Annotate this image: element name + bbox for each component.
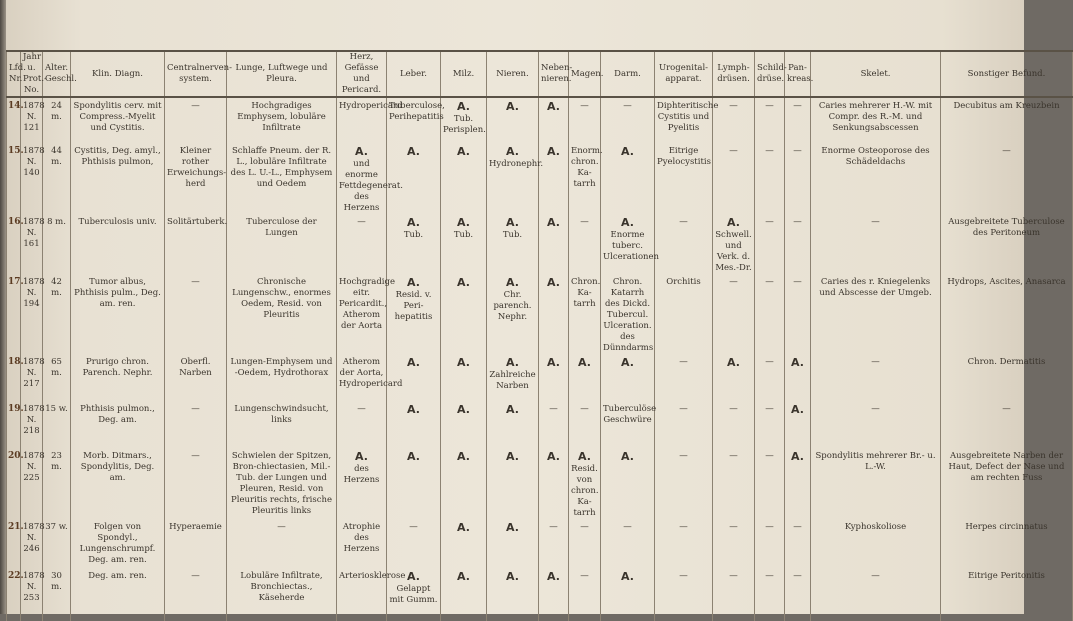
cell-lymph: — xyxy=(713,448,755,519)
cell-sonstiger: Herpes circinnatus xyxy=(941,519,1073,568)
cell-diagn: Tuberculosis univ. xyxy=(71,214,165,274)
cell-diagn: Spondylitis cerv. mit Compress.-Myelit und Cystitis. xyxy=(71,97,165,143)
cell-herz: — xyxy=(337,214,387,274)
cell-darm: A. xyxy=(601,448,655,519)
cell-schild: — xyxy=(755,354,785,401)
cell-magen: A. Resid. von chron. Ka-tarrh xyxy=(569,448,601,519)
cell-leber: A. xyxy=(387,143,441,214)
cell-sonstiger: — xyxy=(941,143,1073,214)
table-row xyxy=(7,214,1073,274)
cell-urogenital: Orchitis xyxy=(655,274,713,354)
cell-lunge: Hochgradiges Emphysem, lobuläre Infiltrate xyxy=(227,97,337,143)
col-header-jahr-prot-no: Jahr u. Prot.-No. xyxy=(21,51,43,97)
cell-urogenital: — xyxy=(655,519,713,568)
cell-skelet: Enorme Osteoporose des Schädeldachs xyxy=(811,143,941,214)
cell-nebennieren: A. xyxy=(539,97,569,143)
cell-schild: — xyxy=(755,274,785,354)
cell-nebennieren: A. xyxy=(539,354,569,401)
cell-diagn: Folgen von Spondyl., Lungenschrumpf. Deg. am. ren. xyxy=(71,519,165,568)
cell-urogenital: Diphteritische Cystitis und Pyelitis xyxy=(655,97,713,143)
cell-urogenital: — xyxy=(655,401,713,448)
cell-alter: 23 m. xyxy=(43,448,71,519)
cell-skelet: Spondylitis mehrerer Br.- u. L.-W. xyxy=(811,448,941,519)
cell-leber: A. xyxy=(387,448,441,519)
cell-prot: 1878 N. 121 xyxy=(21,97,43,143)
col-header-lfd-nr: Lfd. Nr. xyxy=(7,51,21,97)
cell-magen: — xyxy=(569,519,601,568)
row-number: 22. xyxy=(7,568,21,621)
autopsy-findings-table xyxy=(6,50,1073,621)
col-header-nebennieren: Neben-nieren. xyxy=(539,51,569,97)
cell-diagn: Tumor albus, Phthisis pulm., Deg. am. ren. xyxy=(71,274,165,354)
cell-lunge: Tuberculose der Lungen xyxy=(227,214,337,274)
cell-milz: A. xyxy=(441,519,487,568)
cell-lunge: Lobuläre Infiltrate, Bronchiectas., Käseherde xyxy=(227,568,337,621)
cell-lunge: — xyxy=(227,519,337,568)
col-header-pankreas: Pan-kreas. xyxy=(785,51,811,97)
cell-leber: A. Resid. v. Peri-hepatitis xyxy=(387,274,441,354)
cell-nieren: A. xyxy=(487,568,539,621)
table-row xyxy=(7,401,1073,448)
cell-darm: A. xyxy=(601,143,655,214)
row-number: 20. xyxy=(7,448,21,519)
cell-lunge: Schwielen der Spitzen, Bron-chiectasien, Mil.-Tub. der Lungen und Pleuren, Resid. von Pleuritis rechts, frische Pleuritis links xyxy=(227,448,337,519)
cell-diagn: Deg. am. ren. xyxy=(71,568,165,621)
cell-magen: Enorm. chron. Ka-tarrh xyxy=(569,143,601,214)
cell-milz: A. xyxy=(441,448,487,519)
cell-skelet: Caries des r. Kniegelenks und Abscesse der Umgeb. xyxy=(811,274,941,354)
cell-skelet: — xyxy=(811,568,941,621)
cell-cns: Solitärtuberk. xyxy=(165,214,227,274)
cell-milz: A. xyxy=(441,568,487,621)
cell-schild: — xyxy=(755,143,785,214)
cell-herz: A. und enorme Fettdegenerat. des Herzens xyxy=(337,143,387,214)
cell-darm: A. Enorme tuberc. Ulcerationen xyxy=(601,214,655,274)
cell-nebennieren: — xyxy=(539,519,569,568)
cell-prot: 1878 N. 225 xyxy=(21,448,43,519)
cell-darm: — xyxy=(601,519,655,568)
cell-magen: Chron. Ka-tarrh xyxy=(569,274,601,354)
cell-nebennieren: A. xyxy=(539,448,569,519)
cell-lymph: A. Schwell. und Verk. d. Mes.-Dr. xyxy=(713,214,755,274)
col-header-magen: Magen. xyxy=(569,51,601,97)
cell-skelet: — xyxy=(811,401,941,448)
table-row xyxy=(7,97,1073,143)
row-number: 18. xyxy=(7,354,21,401)
col-header-lymphdruesen: Lymph-drüsen. xyxy=(713,51,755,97)
cell-lymph: — xyxy=(713,519,755,568)
cell-darm: A. xyxy=(601,354,655,401)
table-row xyxy=(7,274,1073,354)
cell-pankreas: — xyxy=(785,143,811,214)
cell-cns: — xyxy=(165,568,227,621)
cell-nebennieren: A. xyxy=(539,274,569,354)
cell-diagn: Phthisis pulmon., Deg. am. xyxy=(71,401,165,448)
cell-urogenital: — xyxy=(655,448,713,519)
cell-prot: 1878 N. 246 xyxy=(21,519,43,568)
cell-skelet: — xyxy=(811,354,941,401)
cell-herz: Arteriosklerose xyxy=(337,568,387,621)
cell-sonstiger: Ausgebreitete Tuberculose des Peritoneum xyxy=(941,214,1073,274)
col-header-alter-geschl: Alter. Geschl. xyxy=(43,51,71,97)
cell-milz: A. xyxy=(441,143,487,214)
cell-alter: 30 m. xyxy=(43,568,71,621)
cell-schild: — xyxy=(755,97,785,143)
cell-lymph: — xyxy=(713,568,755,621)
row-number: 14. xyxy=(7,97,21,143)
cell-diagn: Prurigo chron. Parench. Nephr. xyxy=(71,354,165,401)
cell-lymph: — xyxy=(713,274,755,354)
cell-lymph: — xyxy=(713,143,755,214)
cell-cns: Hyperaemie xyxy=(165,519,227,568)
cell-leber: A. xyxy=(387,354,441,401)
col-header-lunge: Lunge, Luftwege und Pleura. xyxy=(227,51,337,97)
cell-magen: — xyxy=(569,97,601,143)
cell-nieren: A. xyxy=(487,401,539,448)
cell-nieren: A. Tub. xyxy=(487,214,539,274)
cell-darm: — xyxy=(601,97,655,143)
cell-leber: A. xyxy=(387,401,441,448)
table-row xyxy=(7,354,1073,401)
cell-pankreas: A. xyxy=(785,448,811,519)
cell-sonstiger: — xyxy=(941,401,1073,448)
cell-alter: 24 m. xyxy=(43,97,71,143)
cell-leber: A. Gelappt mit Gumm. xyxy=(387,568,441,621)
cell-milz: A. xyxy=(441,274,487,354)
cell-urogenital: — xyxy=(655,568,713,621)
col-header-herz: Herz, Gefässe und Pericard. xyxy=(337,51,387,97)
cell-diagn: Cystitis, Deg. amyl., Phthisis pulmon, xyxy=(71,143,165,214)
cell-lunge: Schlaffe Pneum. der R. L., lobuläre Infiltrate des L. U.-L., Emphysem und Oedem xyxy=(227,143,337,214)
cell-herz: Atherom der Aorta, Hydropericard xyxy=(337,354,387,401)
cell-darm: A. xyxy=(601,568,655,621)
cell-leber: Tuberculose, Perihepatitis xyxy=(387,97,441,143)
cell-darm: Chron. Katarrh des Dickd. Tubercul. Ulceration. des Dünndarms xyxy=(601,274,655,354)
cell-prot: 1878 N. 140 xyxy=(21,143,43,214)
cell-magen: — xyxy=(569,568,601,621)
cell-leber: A. Tub. xyxy=(387,214,441,274)
cell-milz: A. Tub. Perisplen. xyxy=(441,97,487,143)
row-number: 21. xyxy=(7,519,21,568)
cell-alter: 37 w. xyxy=(43,519,71,568)
col-header-nieren: Nieren. xyxy=(487,51,539,97)
cell-darm: Tuberculöse Geschwüre xyxy=(601,401,655,448)
cell-herz: A. des Herzens xyxy=(337,448,387,519)
cell-cns: — xyxy=(165,274,227,354)
cell-skelet: Kyphoskoliose xyxy=(811,519,941,568)
col-header-schilddruese: Schild-drüse. xyxy=(755,51,785,97)
cell-pankreas: — xyxy=(785,97,811,143)
cell-nebennieren: A. xyxy=(539,214,569,274)
cell-pankreas: — xyxy=(785,519,811,568)
cell-sonstiger: Chron. Dermatitis xyxy=(941,354,1073,401)
cell-herz: — xyxy=(337,401,387,448)
col-header-skelet: Skelet. xyxy=(811,51,941,97)
cell-cns: Kleiner rother Erweichungs-herd xyxy=(165,143,227,214)
cell-milz: A. xyxy=(441,401,487,448)
table-row xyxy=(7,143,1073,214)
cell-lymph: — xyxy=(713,97,755,143)
cell-nieren: A. Chr. parench. Nephr. xyxy=(487,274,539,354)
cell-magen: — xyxy=(569,401,601,448)
cell-sonstiger: Hydrops, Ascites, Anasarca xyxy=(941,274,1073,354)
cell-alter: 44 m. xyxy=(43,143,71,214)
cell-nieren: A. xyxy=(487,97,539,143)
cell-lunge: Lungen-Emphysem und -Oedem, Hydrothorax xyxy=(227,354,337,401)
col-header-darm: Darm. xyxy=(601,51,655,97)
cell-lunge: Chronische Lungenschw., enormes Oedem, Resid. von Pleuritis xyxy=(227,274,337,354)
cell-nebennieren: A. xyxy=(539,568,569,621)
cell-nieren: A. Hydronephr. xyxy=(487,143,539,214)
col-header-sonstiger-befund: Sonstiger Befund. xyxy=(941,51,1073,97)
cell-urogenital: — xyxy=(655,354,713,401)
cell-alter: 8 m. xyxy=(43,214,71,274)
cell-prot: 1878 N. 194 xyxy=(21,274,43,354)
cell-prot: 1878 N. 253 xyxy=(21,568,43,621)
cell-prot: 1878 N. 217 xyxy=(21,354,43,401)
cell-skelet: Caries mehrerer H.-W. mit Compr. des R.-M. und Senkungsabscessen xyxy=(811,97,941,143)
col-header-urogenital: Urogenital-apparat. xyxy=(655,51,713,97)
cell-pankreas: — xyxy=(785,214,811,274)
cell-alter: 65 m. xyxy=(43,354,71,401)
cell-lymph: — xyxy=(713,401,755,448)
cell-lymph: A. xyxy=(713,354,755,401)
cell-urogenital: — xyxy=(655,214,713,274)
cell-pankreas: — xyxy=(785,568,811,621)
cell-nebennieren: A. xyxy=(539,143,569,214)
cell-cns: — xyxy=(165,448,227,519)
cell-cns: — xyxy=(165,401,227,448)
cell-sonstiger: Decubitus am Kreuzbein xyxy=(941,97,1073,143)
col-header-klin-diagn: Klin. Diagn. xyxy=(71,51,165,97)
col-header-centralnervensystem: Centralnerven-system. xyxy=(165,51,227,97)
cell-prot: 1878 N. 218 xyxy=(21,401,43,448)
cell-schild: — xyxy=(755,448,785,519)
row-number: 17. xyxy=(7,274,21,354)
cell-magen: — xyxy=(569,214,601,274)
table-row xyxy=(7,568,1073,621)
cell-cns: Oberfl. Narben xyxy=(165,354,227,401)
cell-herz: Hydropericard xyxy=(337,97,387,143)
cell-pankreas: A. xyxy=(785,354,811,401)
cell-schild: — xyxy=(755,401,785,448)
cell-schild: — xyxy=(755,214,785,274)
row-number: 19. xyxy=(7,401,21,448)
cell-herz: Atrophie des Herzens xyxy=(337,519,387,568)
table-row xyxy=(7,519,1073,568)
table-row xyxy=(7,448,1073,519)
cell-magen: A. xyxy=(569,354,601,401)
cell-cns: — xyxy=(165,97,227,143)
cell-nieren: A. xyxy=(487,519,539,568)
cell-sonstiger: Ausgebreitete Narben der Haut, Defect der Nase und am rechten Fuss xyxy=(941,448,1073,519)
cell-herz: Hochgradige eitr. Pericardit., Atherom der Aorta xyxy=(337,274,387,354)
row-number: 15. xyxy=(7,143,21,214)
cell-nieren: A. xyxy=(487,448,539,519)
cell-skelet: — xyxy=(811,214,941,274)
cell-leber: — xyxy=(387,519,441,568)
cell-sonstiger: Eitrige Peritonitis xyxy=(941,568,1073,621)
cell-milz: A. xyxy=(441,354,487,401)
cell-pankreas: — xyxy=(785,274,811,354)
col-header-leber: Leber. xyxy=(387,51,441,97)
cell-pankreas: A. xyxy=(785,401,811,448)
header-row xyxy=(7,51,1073,97)
cell-prot: 1878 N. 161 xyxy=(21,214,43,274)
cell-alter: 15 w. xyxy=(43,401,71,448)
row-number: 16. xyxy=(7,214,21,274)
cell-diagn: Morb. Ditmars., Spondylitis, Deg. am. xyxy=(71,448,165,519)
cell-lunge: Lungenschwindsucht, links xyxy=(227,401,337,448)
cell-nieren: A. Zahlreiche Narben xyxy=(487,354,539,401)
cell-schild: — xyxy=(755,519,785,568)
cell-milz: A. Tub. xyxy=(441,214,487,274)
cell-urogenital: Eitrige Pyelocystitis xyxy=(655,143,713,214)
cell-alter: 42 m. xyxy=(43,274,71,354)
col-header-milz: Milz. xyxy=(441,51,487,97)
cell-nebennieren: — xyxy=(539,401,569,448)
cell-schild: — xyxy=(755,568,785,621)
